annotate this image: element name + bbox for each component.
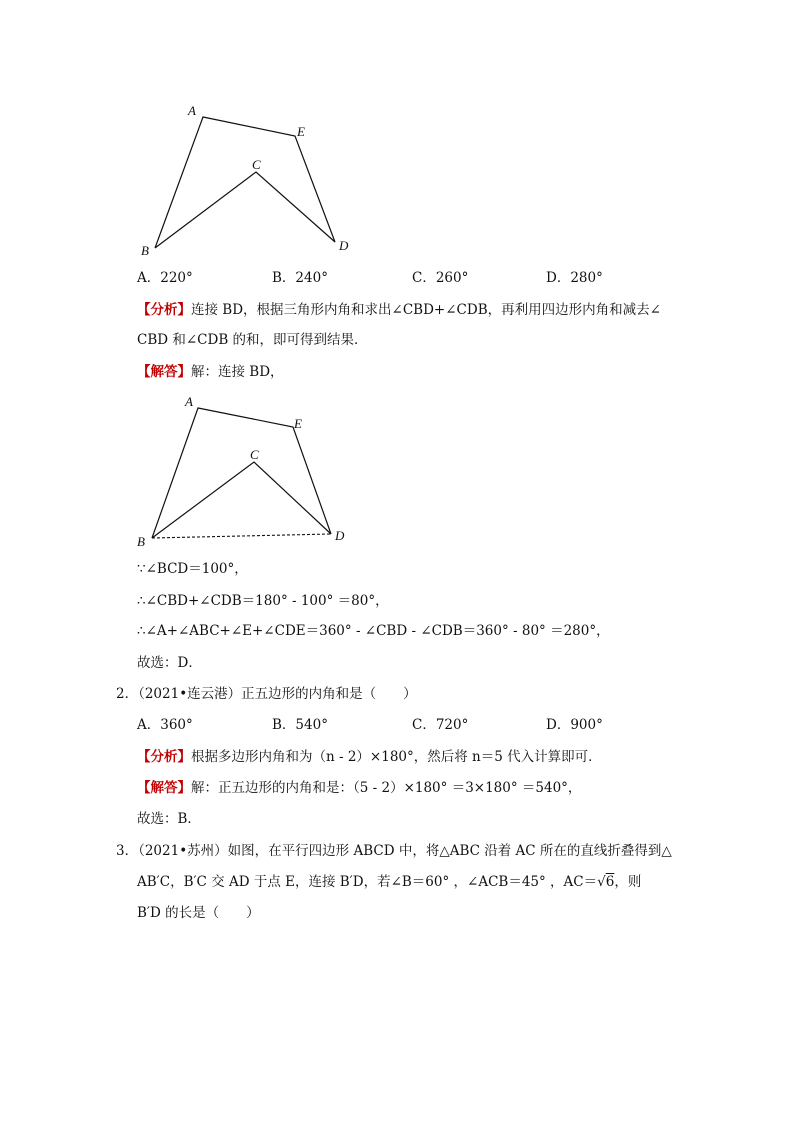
sqrt-radicand: 6 — [605, 874, 615, 890]
q2-choice: 故选：B． — [137, 811, 201, 827]
figure-pentagon-2 — [128, 386, 358, 556]
q1-step-2: ∴∠CBD+∠CDB＝180° - 100° ＝80°， — [137, 593, 389, 609]
q2-answer-tag: 【解答】 — [137, 780, 191, 796]
q3-line-3: B′D 的长是（ ） — [137, 905, 260, 921]
q1-option-a: A．220° — [137, 270, 193, 286]
q1-choice: 故选：D． — [137, 655, 202, 671]
q2-question: 2．（2021•连云港）正五边形的内角和是（ ） — [116, 686, 417, 702]
vertex-label-b-2: B — [137, 534, 145, 549]
answer-tag: 【解答】 — [137, 364, 191, 380]
q2-analysis-text: 根据多边形内角和为（n - 2）×180°，然后将 n＝5 代入计算即可． — [191, 749, 602, 765]
pentagon-outline-2 — [152, 408, 331, 538]
q1-analysis-line2: CBD 和∠CDB 的和，即可得到结果． — [137, 332, 368, 348]
q2-option-d: D．900° — [546, 717, 603, 733]
analysis-tag: 【分析】 — [137, 302, 191, 318]
q1-step-1: ∵∠BCD＝100°， — [137, 561, 248, 577]
vertex-label-e-2: E — [294, 416, 302, 431]
answer-intro: 解：连接 BD， — [191, 364, 284, 380]
analysis-text-line1: 连接 BD，根据三角形内角和求出∠CBD+∠CDB，再利用四边形内角和减去∠ — [191, 302, 661, 318]
q1-option-d: D．280° — [546, 270, 603, 286]
q2-answer — [137, 778, 581, 798]
q2-option-c: C．720° — [412, 717, 469, 733]
q3-line-2-tail: ，则 — [614, 874, 642, 890]
dashed-diagonal-bd — [152, 534, 331, 538]
vertex-label-a: A — [188, 103, 196, 118]
q1-answer — [137, 362, 284, 382]
q3-line-1: 3．（2021•苏州）如图，在平行四边形 ABCD 中，将△ABC 沿着 AC 所在的直线折叠得到△ — [116, 843, 672, 859]
vertex-label-e: E — [297, 124, 305, 139]
q1-option-c: C．260° — [412, 270, 469, 286]
q3-line-2-text: AB′C，B′C 交 AD 于点 E，连接 B′D，若∠B＝60° ，∠ACB＝45° ，AC＝ — [137, 874, 598, 890]
vertex-label-c-2: C — [250, 447, 259, 462]
pentagon-outline — [155, 117, 335, 248]
q2-answer-text: 解：正五边形的内角和是：（5 - 2）×180° ＝3×180° ＝540°， — [191, 780, 582, 796]
vertex-label-b: B — [141, 243, 149, 258]
vertex-label-c: C — [252, 157, 261, 172]
q2-analysis-tag: 【分析】 — [137, 749, 191, 765]
figure-pentagon-1 — [130, 95, 360, 265]
vertex-label-d-2: D — [335, 528, 345, 543]
q2-option-b: B．540° — [272, 717, 328, 733]
q1-analysis — [137, 300, 661, 320]
q2-analysis — [137, 747, 602, 767]
q1-option-b: B．240° — [272, 270, 328, 286]
q3-line-2 — [137, 872, 641, 892]
vertex-label-d: D — [339, 238, 349, 253]
sqrt-symbol: √ — [597, 874, 606, 890]
q2-option-a: A．360° — [137, 717, 193, 733]
q1-step-3: ∴∠A+∠ABC+∠E+∠CDE＝360° - ∠CBD - ∠CDB＝360° - 80° ＝280°， — [137, 623, 610, 639]
vertex-label-a-2: A — [185, 394, 193, 409]
